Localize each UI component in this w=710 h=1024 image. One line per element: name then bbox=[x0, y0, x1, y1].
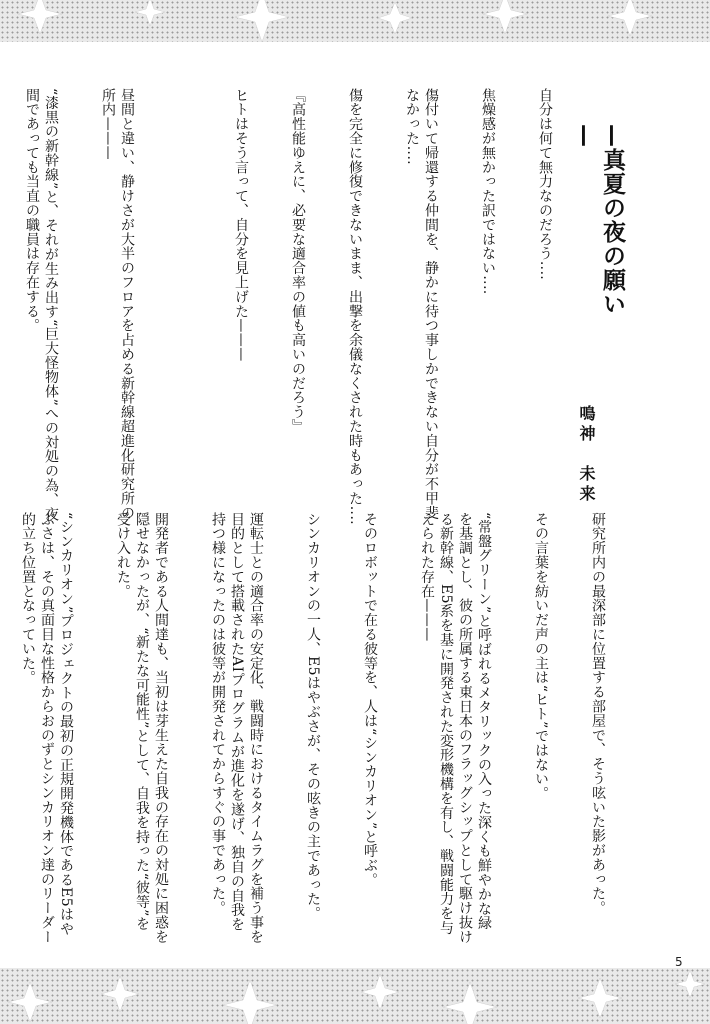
paragraph: ヒトはそう言って、自分を見上げた——— bbox=[233, 88, 249, 362]
paragraph: 研究所内の最深部に位置する部屋で、そう呟いた影があった。 bbox=[590, 512, 606, 916]
upper-text-block bbox=[0, 88, 592, 528]
paragraph: 運転士との適合率の安定化、戦闘時におけるタイムラグを補う事を目的として搭載されたAIプログラムが進化を遂げ、独自の自我を持つ様になったのは彼等が開発されてからすぐの事であった。 bbox=[210, 512, 264, 944]
paragraph: 『高性能ゆえに、必要な適合率の値も高いのだろう』 bbox=[290, 88, 306, 434]
bottom-dotted-band bbox=[0, 968, 710, 1024]
page-number: 5 bbox=[675, 955, 683, 969]
paragraph: 傷付いて帰還する仲間を、静かに待つ事しかできない自分が不甲斐なかった‥‥ bbox=[404, 88, 439, 520]
paragraph: “常盤グリーン”と呼ばれるメタリックの入った深くも鮮やかな緑を基調とし、彼の所属する東日本のフラッグシップとして駆け抜ける新幹線、E5系を基に開発された変形機構を有し、戦闘能力を与えられた存在——— bbox=[419, 512, 492, 944]
paragraph: 開発者である人間達も、当初は芽生えた自我の存在の対処に困惑を隠せなかったが、“新たな可能性”として、自我を持った“彼等”を受け入れた。 bbox=[115, 512, 169, 944]
top-dotted-band bbox=[0, 0, 710, 42]
paragraph: 傷を完全に修復できないまま、出撃を余儀なくされた時もあった‥‥ bbox=[347, 88, 363, 526]
author-name: 鳴神 未来 bbox=[577, 405, 596, 505]
paragraph: 自分は何て無力なのだろう‥‥ bbox=[537, 88, 553, 281]
paragraph: “シンカリオン”プロジェクトの最初の正規開発機体であるE5はやぶさは、その真面目な性格からおのずとシンカリオン達のリーダー的立ち位置となっていた。 bbox=[20, 512, 74, 944]
paragraph: その言葉を紡いだ声の主は“ヒト”ではない。 bbox=[533, 512, 549, 801]
lower-text-block bbox=[0, 512, 645, 944]
blank-line bbox=[174, 88, 193, 528]
story-title: —真夏の夜の願い— bbox=[571, 124, 625, 316]
paragraph: 焦燥感が無かった訳ではない‥‥ bbox=[480, 88, 496, 295]
paragraph: そのロボットで在る彼等を、人は“シンカリオン”と呼ぶ。 bbox=[362, 512, 378, 888]
paragraph: シンカリオンの一人、E5はやぶさが、その呟きの主であった。 bbox=[305, 512, 321, 921]
paragraph: “漆黒の新幹線”と、それが生み出す“巨大怪物体”への対処の為、夜間であっても当直の職員は存在する。 bbox=[24, 88, 59, 522]
paragraph: 昼間と違い、静けさが大半のフロアを占める新幹線超進化研究所の所内——— bbox=[100, 88, 135, 520]
